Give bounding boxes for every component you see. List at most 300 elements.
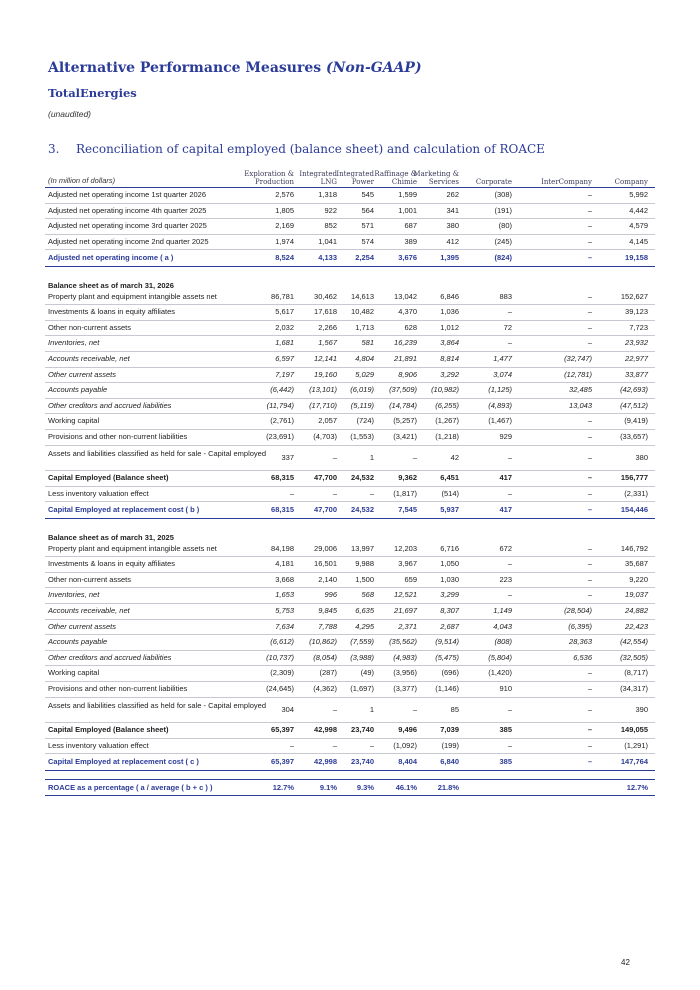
cell-value: 47,700 bbox=[314, 473, 337, 483]
cell-value: (245) bbox=[494, 236, 512, 246]
row-label: Adjusted net operating income 2nd quarter 2025 bbox=[48, 236, 209, 246]
row-label: Less inventory valuation effect bbox=[48, 488, 149, 498]
cell-value: 12.7% bbox=[626, 783, 648, 793]
cell-value: (35,562) bbox=[389, 637, 417, 647]
cell-value: 6,597 bbox=[275, 354, 294, 364]
cell-value: 1,681 bbox=[275, 338, 294, 348]
cell-value: 1,149 bbox=[493, 606, 512, 616]
cell-value: (10,982) bbox=[431, 385, 459, 395]
cell-value: 8,906 bbox=[398, 369, 417, 379]
cell-value: (10,737) bbox=[266, 652, 294, 662]
cell-value: 47,700 bbox=[314, 505, 337, 515]
cell-value: (4,362) bbox=[313, 684, 337, 693]
row-label: Other non-current assets bbox=[48, 574, 131, 584]
section-row bbox=[45, 275, 655, 290]
row-label: Accounts payable bbox=[48, 637, 108, 647]
cell-value: 7,634 bbox=[275, 621, 294, 631]
cell-value: 22,977 bbox=[625, 354, 648, 364]
table-row bbox=[45, 698, 655, 724]
cell-value: 12,203 bbox=[394, 543, 417, 553]
cell-value: 14,613 bbox=[351, 291, 374, 301]
cell-value: 545 bbox=[361, 190, 374, 199]
cell-value: 12.7% bbox=[272, 783, 294, 793]
table-row bbox=[45, 487, 655, 503]
cell-value: 380 bbox=[635, 452, 648, 462]
cell-value: – bbox=[332, 452, 337, 462]
table-row bbox=[45, 188, 655, 204]
column-header-line1: Integrated bbox=[336, 170, 374, 178]
cell-value: 380 bbox=[446, 221, 459, 231]
page-title bbox=[48, 60, 422, 76]
table-row bbox=[45, 290, 655, 306]
cell-value: (2,761) bbox=[270, 416, 294, 426]
cell-value: 1,599 bbox=[398, 190, 417, 199]
cell-value: (6,442) bbox=[270, 385, 294, 395]
cell-value: 72 bbox=[503, 322, 512, 332]
cell-value: 21.8% bbox=[437, 783, 459, 793]
cell-value: 6,846 bbox=[440, 291, 459, 301]
cell-value: (5,257) bbox=[393, 416, 417, 426]
cell-value: – bbox=[587, 757, 592, 767]
cell-value: 922 bbox=[324, 205, 337, 215]
cell-value: – bbox=[587, 590, 592, 600]
cell-value: 9.1% bbox=[319, 783, 337, 793]
table-row bbox=[45, 446, 655, 472]
column-header bbox=[530, 170, 592, 186]
cell-value: 1,001 bbox=[398, 205, 417, 215]
cell-value: 417 bbox=[499, 505, 512, 515]
cell-value: 3,292 bbox=[440, 369, 459, 379]
cell-value: 2,266 bbox=[318, 322, 337, 332]
cell-value: 1,500 bbox=[355, 574, 374, 584]
cell-value: – bbox=[587, 543, 592, 553]
cell-value: 1,030 bbox=[440, 574, 459, 584]
title-paren: (Non-GAAP) bbox=[326, 60, 422, 76]
cell-value: 5,937 bbox=[440, 505, 459, 515]
cell-value: (5,119) bbox=[350, 400, 374, 410]
cell-value: 13,043 bbox=[569, 400, 592, 410]
title-main: Alternative Performance Measures bbox=[48, 60, 322, 76]
cell-value: 19,160 bbox=[314, 369, 337, 379]
cell-value: 24,882 bbox=[625, 606, 648, 616]
cell-value: 2,687 bbox=[440, 621, 459, 631]
cell-value: (5,804) bbox=[488, 652, 512, 662]
cell-value: (24,645) bbox=[266, 684, 294, 693]
cell-value: – bbox=[587, 416, 592, 426]
cell-value: 9,988 bbox=[355, 559, 374, 569]
cell-value: (287) bbox=[319, 668, 337, 678]
table-row bbox=[45, 588, 655, 604]
cell-value: (10,862) bbox=[309, 637, 337, 647]
table-row bbox=[45, 368, 655, 384]
cell-value: – bbox=[587, 559, 592, 569]
table-row bbox=[45, 542, 655, 558]
row-label: Property plant and equipment intangible assets net bbox=[48, 291, 217, 301]
cell-value: 2,032 bbox=[275, 322, 294, 332]
cell-value: (47,512) bbox=[620, 400, 648, 410]
cell-value: 24,532 bbox=[351, 473, 374, 483]
table-row bbox=[45, 604, 655, 620]
cell-value: 86,781 bbox=[271, 291, 294, 301]
cell-value: (199) bbox=[441, 740, 459, 750]
page-number: 42 bbox=[621, 958, 630, 967]
row-label: Adjusted net operating income 4th quarter 2025 bbox=[48, 205, 207, 215]
cell-value: – bbox=[587, 432, 592, 441]
cell-value: – bbox=[587, 488, 592, 498]
table-row bbox=[45, 352, 655, 368]
cell-value: (6,395) bbox=[568, 621, 592, 631]
cell-value: 6,716 bbox=[440, 543, 459, 553]
cell-value: 687 bbox=[404, 221, 417, 231]
table-row bbox=[45, 635, 655, 651]
table-row bbox=[45, 779, 655, 796]
cell-value: (824) bbox=[494, 253, 512, 263]
cell-value: (8,054) bbox=[313, 652, 337, 662]
row-label: Other creditors and accrued liabilities bbox=[48, 400, 172, 410]
cell-value: 23,740 bbox=[351, 725, 374, 735]
cell-value: 659 bbox=[404, 574, 417, 584]
cell-value: 1,653 bbox=[275, 590, 294, 600]
cell-value: 156,777 bbox=[620, 473, 648, 483]
row-label: Investments & loans in equity affiliates bbox=[48, 559, 176, 569]
row-label: Capital Employed at replacement cost ( b ) bbox=[48, 505, 200, 515]
cell-value: 32,485 bbox=[569, 385, 592, 395]
cell-value: (1,146) bbox=[435, 684, 459, 693]
column-header-line1: Exploration & bbox=[244, 170, 294, 178]
cell-value: 3,074 bbox=[493, 369, 512, 379]
cell-value: 1,318 bbox=[318, 190, 337, 199]
cell-value: 13,997 bbox=[351, 543, 374, 553]
cell-value: (32,747) bbox=[564, 354, 592, 364]
table-row bbox=[45, 573, 655, 589]
cell-value: 929 bbox=[499, 432, 512, 441]
spacer-row bbox=[45, 267, 655, 276]
table-row bbox=[45, 723, 655, 739]
cell-value: 385 bbox=[499, 725, 512, 735]
cell-value: – bbox=[587, 322, 592, 332]
cell-value: – bbox=[587, 205, 592, 215]
cell-value: 1,041 bbox=[318, 236, 337, 246]
unaudited-note: (unaudited) bbox=[48, 109, 92, 119]
cell-value: 581 bbox=[361, 338, 374, 348]
row-label: Assets and liabilities classified as held for sale - Capital employed bbox=[48, 700, 267, 710]
cell-value: – bbox=[332, 488, 337, 498]
table-row bbox=[45, 204, 655, 220]
cell-value: 1,036 bbox=[440, 307, 459, 317]
table-row bbox=[45, 250, 655, 266]
row-label: Accounts receivable, net bbox=[48, 354, 130, 364]
cell-value: 1 bbox=[369, 452, 374, 462]
row-label: Investments & loans in equity affiliates bbox=[48, 307, 176, 317]
cell-value: 223 bbox=[499, 574, 512, 584]
cell-value: 9,845 bbox=[318, 606, 337, 616]
cell-value: 4,145 bbox=[629, 236, 648, 246]
cell-value: 23,740 bbox=[351, 757, 374, 767]
cell-value: – bbox=[369, 740, 374, 750]
cell-value: 6,635 bbox=[355, 606, 374, 616]
cell-value: 6,536 bbox=[573, 652, 592, 662]
cell-value: (2,331) bbox=[624, 488, 648, 498]
cell-value: – bbox=[289, 740, 294, 750]
row-label: Accounts payable bbox=[48, 385, 108, 395]
cell-value: – bbox=[587, 684, 592, 693]
cell-value: 7,788 bbox=[318, 621, 337, 631]
cell-value: 852 bbox=[324, 221, 337, 231]
row-label: Assets and liabilities classified as held for sale - Capital employed bbox=[48, 448, 267, 458]
cell-value: 85 bbox=[450, 704, 459, 714]
cell-value: 22,423 bbox=[625, 621, 648, 631]
cell-value: (3,956) bbox=[393, 668, 417, 678]
cell-value: 1,012 bbox=[440, 322, 459, 332]
cell-value: 8,307 bbox=[440, 606, 459, 616]
table-row bbox=[45, 502, 655, 518]
cell-value: 2,169 bbox=[275, 221, 294, 231]
cell-value: 341 bbox=[446, 205, 459, 215]
table-row bbox=[45, 651, 655, 667]
cell-value: (8,717) bbox=[624, 668, 648, 678]
cell-value: (4,703) bbox=[313, 432, 337, 441]
cell-value: (37,509) bbox=[389, 385, 417, 395]
cell-value: (1,697) bbox=[350, 684, 374, 693]
cell-value: 6,451 bbox=[440, 473, 459, 483]
cell-value: 7,545 bbox=[398, 505, 417, 515]
cell-value: 883 bbox=[499, 291, 512, 301]
column-header-line1 bbox=[450, 170, 512, 178]
column-header-line1 bbox=[586, 170, 648, 178]
cell-value: – bbox=[507, 590, 512, 600]
column-header-line2: LNG bbox=[320, 178, 337, 186]
cell-value: (11,794) bbox=[266, 400, 294, 410]
cell-value: 42,998 bbox=[314, 725, 337, 735]
row-label: Capital Employed (Balance sheet) bbox=[48, 725, 169, 735]
cell-value: 42,998 bbox=[314, 757, 337, 767]
column-header-line2: InterCompany bbox=[541, 178, 592, 186]
cell-value: 21,891 bbox=[394, 354, 417, 364]
cell-value: – bbox=[587, 190, 592, 199]
cell-value: (308) bbox=[494, 190, 512, 199]
company-name: TotalEnergies bbox=[48, 86, 137, 100]
cell-value: (3,377) bbox=[393, 684, 417, 693]
cell-value: 262 bbox=[446, 190, 459, 199]
cell-value: 7,723 bbox=[629, 322, 648, 332]
cell-value: (1,817) bbox=[393, 488, 417, 498]
row-label: Balance sheet as of march 31, 2026 bbox=[48, 281, 174, 291]
cell-value: – bbox=[587, 338, 592, 348]
cell-value: – bbox=[587, 452, 592, 462]
cell-value: 7,039 bbox=[440, 725, 459, 735]
row-label: Other creditors and accrued liabilities bbox=[48, 652, 172, 662]
cell-value: 33,877 bbox=[625, 369, 648, 379]
table-row bbox=[45, 399, 655, 415]
cell-value: – bbox=[587, 253, 592, 263]
cell-value: 672 bbox=[499, 543, 512, 553]
row-label: Provisions and other non-current liabilities bbox=[48, 684, 188, 693]
spacer-row bbox=[45, 519, 655, 528]
cell-value: 9,496 bbox=[398, 725, 417, 735]
table-row bbox=[45, 414, 655, 430]
cell-value: – bbox=[507, 488, 512, 498]
cell-value: 1,974 bbox=[275, 236, 294, 246]
row-label: Working capital bbox=[48, 416, 100, 426]
cell-value: 9,362 bbox=[398, 473, 417, 483]
cell-value: 564 bbox=[361, 205, 374, 215]
cell-value: 68,315 bbox=[271, 505, 294, 515]
row-label: Capital Employed (Balance sheet) bbox=[48, 473, 169, 483]
row-label: Adjusted net operating income 3rd quarter 2025 bbox=[48, 221, 207, 231]
cell-value: (1,467) bbox=[488, 416, 512, 426]
cell-value: (9,419) bbox=[624, 416, 648, 426]
column-header-line2: Services bbox=[428, 178, 459, 186]
cell-value: 568 bbox=[361, 590, 374, 600]
cell-value: 84,198 bbox=[271, 543, 294, 553]
cell-value: – bbox=[507, 307, 512, 317]
cell-value: 9.3% bbox=[356, 783, 374, 793]
cell-value: – bbox=[412, 452, 417, 462]
cell-value: (1,125) bbox=[488, 385, 512, 395]
table-row bbox=[45, 235, 655, 251]
cell-value: 19,158 bbox=[625, 253, 648, 263]
cell-value: 4,804 bbox=[355, 354, 374, 364]
cell-value: 152,627 bbox=[620, 291, 648, 301]
column-header-line2: Company bbox=[614, 178, 648, 186]
cell-value: (6,255) bbox=[435, 400, 459, 410]
row-label: Other current assets bbox=[48, 621, 116, 631]
cell-value: (42,693) bbox=[620, 385, 648, 395]
cell-value: 65,397 bbox=[271, 757, 294, 767]
cell-value: 28,363 bbox=[569, 637, 592, 647]
cell-value: 46.1% bbox=[395, 783, 417, 793]
column-header-line2: Corporate bbox=[475, 178, 512, 186]
row-label: Other non-current assets bbox=[48, 322, 131, 332]
cell-value: 17,618 bbox=[314, 307, 337, 317]
cell-value: 1 bbox=[369, 704, 374, 714]
cell-value: 149,055 bbox=[620, 725, 648, 735]
cell-value: 304 bbox=[281, 704, 294, 714]
cell-value: (3,988) bbox=[350, 652, 374, 662]
cell-value: 42 bbox=[450, 452, 459, 462]
cell-value: 8,814 bbox=[440, 354, 459, 364]
cell-value: 4,442 bbox=[629, 205, 648, 215]
cell-value: – bbox=[369, 488, 374, 498]
cell-value: 24,532 bbox=[351, 505, 374, 515]
table-row bbox=[45, 620, 655, 636]
row-label: Accounts receivable, net bbox=[48, 606, 130, 616]
cell-value: 1,805 bbox=[275, 205, 294, 215]
cell-value: 2,576 bbox=[275, 190, 294, 199]
cell-value: (1,291) bbox=[624, 740, 648, 750]
cell-value: – bbox=[507, 740, 512, 750]
cell-value: (1,092) bbox=[393, 740, 417, 750]
row-label: Balance sheet as of march 31, 2025 bbox=[48, 533, 174, 543]
cell-value: 12,141 bbox=[314, 354, 337, 364]
cell-value: – bbox=[332, 704, 337, 714]
column-header-line2: Chimie bbox=[391, 178, 417, 186]
cell-value: – bbox=[507, 704, 512, 714]
cell-value: 13,042 bbox=[394, 291, 417, 301]
cell-value: (191) bbox=[494, 205, 512, 215]
cell-value: (2,309) bbox=[270, 668, 294, 678]
table-row bbox=[45, 557, 655, 573]
cell-value: – bbox=[587, 574, 592, 584]
cell-value: 385 bbox=[499, 757, 512, 767]
cell-value: (5,475) bbox=[435, 652, 459, 662]
cell-value: (80) bbox=[498, 221, 512, 231]
cell-value: 21,697 bbox=[394, 606, 417, 616]
cell-value: (514) bbox=[441, 488, 459, 498]
table-row bbox=[45, 336, 655, 352]
cell-value: 337 bbox=[281, 452, 294, 462]
cell-value: 5,753 bbox=[275, 606, 294, 616]
column-header-line1: Raffinage & bbox=[374, 170, 417, 178]
cell-value: 571 bbox=[361, 221, 374, 231]
cell-value: (1,218) bbox=[435, 432, 459, 441]
row-label: Inventories, net bbox=[48, 590, 100, 600]
table-row bbox=[45, 754, 655, 770]
cell-value: 4,579 bbox=[629, 221, 648, 231]
table-row bbox=[45, 430, 655, 446]
cell-value: 6,840 bbox=[440, 757, 459, 767]
cell-value: 2,371 bbox=[398, 621, 417, 631]
column-header-line1: Marketing & bbox=[413, 170, 459, 178]
cell-value: 390 bbox=[635, 704, 648, 714]
cell-value: (49) bbox=[360, 668, 374, 678]
row-label: Provisions and other non-current liabilities bbox=[48, 432, 188, 441]
cell-value: (33,657) bbox=[620, 432, 648, 441]
column-header-line2: Power bbox=[351, 178, 374, 186]
table-row bbox=[45, 666, 655, 682]
cell-value: 8,404 bbox=[398, 757, 417, 767]
cell-value: – bbox=[587, 236, 592, 246]
row-label: Property plant and equipment intangible assets net bbox=[48, 543, 217, 553]
cell-value: 154,446 bbox=[620, 505, 648, 515]
cell-value: (7,559) bbox=[350, 637, 374, 647]
spacer-row bbox=[45, 771, 655, 780]
cell-value: (6,612) bbox=[270, 637, 294, 647]
row-label: Working capital bbox=[48, 668, 100, 678]
cell-value: (724) bbox=[356, 416, 374, 426]
cell-value: (28,504) bbox=[564, 606, 592, 616]
row-label: Less inventory valuation effect bbox=[48, 740, 149, 750]
column-header-line1 bbox=[530, 170, 592, 178]
cell-value: 12,521 bbox=[394, 590, 417, 600]
cell-value: 1,713 bbox=[355, 322, 374, 332]
cell-value: (4,983) bbox=[393, 652, 417, 662]
cell-value: 147,764 bbox=[620, 757, 648, 767]
cell-value: 4,295 bbox=[355, 621, 374, 631]
cell-value: – bbox=[587, 221, 592, 231]
cell-value: (696) bbox=[441, 668, 459, 678]
cell-value: 35,687 bbox=[625, 559, 648, 569]
cell-value: 910 bbox=[499, 684, 512, 693]
cell-value: 412 bbox=[446, 236, 459, 246]
cell-value: 4,043 bbox=[493, 621, 512, 631]
cell-value: 3,864 bbox=[440, 338, 459, 348]
table-row bbox=[45, 383, 655, 399]
cell-value: 9,220 bbox=[629, 574, 648, 584]
cell-value: 417 bbox=[499, 473, 512, 483]
cell-value: 574 bbox=[361, 236, 374, 246]
cell-value: 1,050 bbox=[440, 559, 459, 569]
cell-value: (808) bbox=[494, 637, 512, 647]
column-header-line2: Production bbox=[255, 178, 294, 186]
cell-value: 996 bbox=[324, 590, 337, 600]
cell-value: – bbox=[587, 668, 592, 678]
cell-value: – bbox=[587, 307, 592, 317]
table-row bbox=[45, 682, 655, 698]
cell-value: 3,299 bbox=[440, 590, 459, 600]
cell-value: 4,181 bbox=[275, 559, 294, 569]
cell-value: 30,462 bbox=[314, 291, 337, 301]
